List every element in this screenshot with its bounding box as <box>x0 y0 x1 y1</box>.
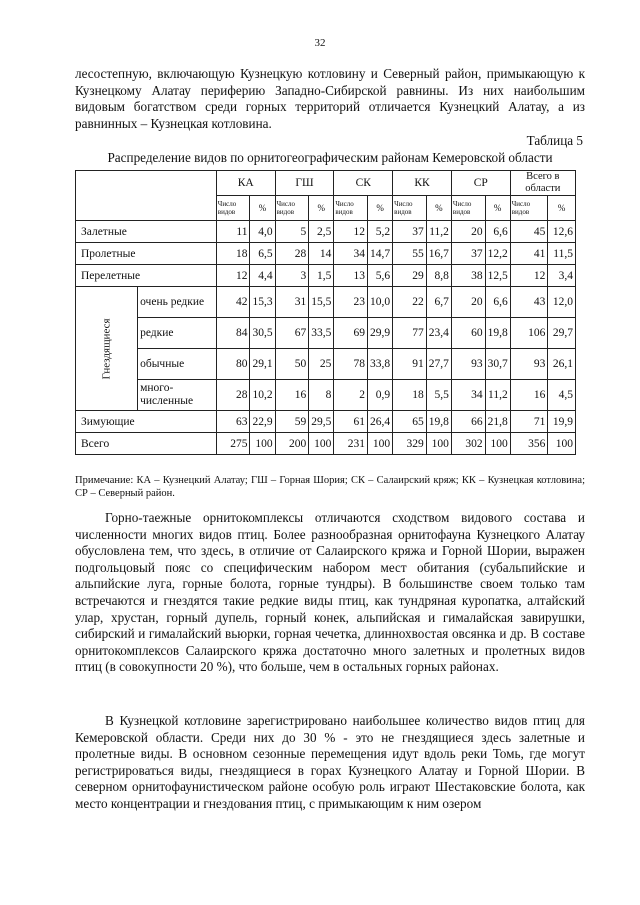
cell-count: 12 <box>334 221 368 243</box>
subheader-count: Число видов <box>334 196 368 221</box>
row-label: очень редкие <box>138 287 217 318</box>
cell-count: 84 <box>216 318 250 349</box>
paragraph-3: В Кузнецкой котловине зарегистрировано наибольшее количество видов птиц для Кемеровской области. Среди них до 30 % - это не гнездящиеся здесь залетные и пролетные виды. В основном сезонные перемещения идут вдоль реки Томь, где могут регистрироваться виды, гнездящиеся в горах Кузнецкого Алатау и Горной Шории. В северном орнитофаунистическом районе особую роль играют Шестаковские болота, как место концентрации и гнездования птиц, с примыкающим к ним озером <box>75 713 585 811</box>
header-kk: КК <box>393 171 452 196</box>
row-label: редкие <box>138 318 217 349</box>
subheader-count: Число видов <box>393 196 427 221</box>
cell-percent: 100 <box>250 433 275 455</box>
cell-percent: 5,6 <box>368 265 393 287</box>
cell-count: 231 <box>334 433 368 455</box>
cell-count: 18 <box>216 243 250 265</box>
cell-percent: 11,2 <box>426 221 451 243</box>
cell-percent: 19,8 <box>485 318 510 349</box>
cell-percent: 10,2 <box>250 380 275 411</box>
cell-percent: 6,6 <box>485 221 510 243</box>
cell-percent: 6,7 <box>426 287 451 318</box>
cell-percent: 21,8 <box>485 411 510 433</box>
cell-percent: 12,0 <box>548 287 576 318</box>
header-gsh: ГШ <box>275 171 334 196</box>
header-total: Всего в области <box>510 171 575 196</box>
table-row <box>76 221 576 243</box>
cell-count: 329 <box>393 433 427 455</box>
cell-percent: 23,4 <box>426 318 451 349</box>
cell-percent: 29,7 <box>548 318 576 349</box>
cell-percent: 33,8 <box>368 349 393 380</box>
table-row <box>76 380 576 411</box>
cell-percent: 0,9 <box>368 380 393 411</box>
cell-count: 302 <box>451 433 485 455</box>
cell-count: 275 <box>216 433 250 455</box>
cell-percent: 15,5 <box>309 287 334 318</box>
cell-count: 12 <box>510 265 548 287</box>
group-label-cell <box>76 287 138 411</box>
cell-count: 93 <box>451 349 485 380</box>
cell-percent: 100 <box>309 433 334 455</box>
subheader-percent: % <box>368 196 393 221</box>
header-ka: КА <box>216 171 275 196</box>
cell-count: 38 <box>451 265 485 287</box>
cell-percent: 14 <box>309 243 334 265</box>
cell-percent: 16,7 <box>426 243 451 265</box>
cell-count: 5 <box>275 221 309 243</box>
cell-count: 34 <box>451 380 485 411</box>
cell-count: 18 <box>393 380 427 411</box>
cell-count: 61 <box>334 411 368 433</box>
cell-percent: 29,9 <box>368 318 393 349</box>
intro-paragraph: лесостепную, включающую Кузнецкую котловину и Северный район, примыкающую к Кузнецкому Алатау периферию Западно-Сибирской равнины. Из них наибольшим видовым богатством среди горных территорий отличается Кузнецкий Алатау, а из равнинных – Кузнецкая котловина. <box>75 66 585 131</box>
cell-count: 59 <box>275 411 309 433</box>
row-label: Перелетные <box>76 265 217 287</box>
cell-count: 71 <box>510 411 548 433</box>
paragraph-2: Горно-таежные орнитокомплексы отличаются сходством видового состава и численности многих видов птиц. Более разнообразная орнитофауна Кузнецкого Алатау обусловлена тем, что здесь, в отличие от Салаирского кряжа и Горной Шории, выражен подгольцовый пояс со специфическим набором мест обитания (субальпийские и альпийские луга, горные болота, горные тундры). В большинстве своем только там встречаются и гнездятся такие редкие виды птиц, как тундряная куропатка, алтайский улар, хрустан, горный дупель, горный конек, альпийская и гималайская завирушки, сибирский и гималайский вьюрки, горная чечетка, длиннохвостая овсянка и др. В составе орнитокомплексов Салаирского кряжа достаточно много залетных и пролетных видов птиц (в совокупности 20 %), что больше, чем в остальных горных районах. <box>75 510 585 675</box>
cell-percent: 12,6 <box>548 221 576 243</box>
cell-percent: 100 <box>485 433 510 455</box>
subheader-percent: % <box>548 196 576 221</box>
cell-percent: 100 <box>548 433 576 455</box>
cell-count: 80 <box>216 349 250 380</box>
cell-percent: 30,7 <box>485 349 510 380</box>
cell-percent: 5,2 <box>368 221 393 243</box>
cell-count: 11 <box>216 221 250 243</box>
table-row <box>76 349 576 380</box>
cell-count: 77 <box>393 318 427 349</box>
cell-percent: 1,5 <box>309 265 334 287</box>
cell-count: 91 <box>393 349 427 380</box>
row-label: Зимующие <box>76 411 217 433</box>
subheader-count: Число видов <box>275 196 309 221</box>
cell-percent: 4,4 <box>250 265 275 287</box>
cell-count: 28 <box>275 243 309 265</box>
cell-count: 28 <box>216 380 250 411</box>
cell-count: 22 <box>393 287 427 318</box>
cell-count: 42 <box>216 287 250 318</box>
page-number: 32 <box>314 37 326 49</box>
corner-cell <box>76 171 217 221</box>
cell-percent: 30,5 <box>250 318 275 349</box>
row-label: Пролетные <box>76 243 217 265</box>
cell-count: 13 <box>334 265 368 287</box>
cell-percent: 29,5 <box>309 411 334 433</box>
cell-count: 16 <box>275 380 309 411</box>
species-distribution-table <box>75 170 576 455</box>
cell-count: 106 <box>510 318 548 349</box>
cell-percent: 100 <box>368 433 393 455</box>
cell-percent: 19,8 <box>426 411 451 433</box>
cell-percent: 10,0 <box>368 287 393 318</box>
subheader-count: Число видов <box>216 196 250 221</box>
cell-percent: 26,1 <box>548 349 576 380</box>
cell-count: 63 <box>216 411 250 433</box>
table-row <box>76 318 576 349</box>
cell-count: 66 <box>451 411 485 433</box>
cell-count: 34 <box>334 243 368 265</box>
table-row <box>76 433 576 455</box>
cell-count: 20 <box>451 287 485 318</box>
subheader-percent: % <box>426 196 451 221</box>
cell-percent: 25 <box>309 349 334 380</box>
cell-count: 41 <box>510 243 548 265</box>
cell-count: 55 <box>393 243 427 265</box>
cell-count: 37 <box>451 243 485 265</box>
table-caption-number: Таблица 5 <box>526 133 583 148</box>
cell-count: 50 <box>275 349 309 380</box>
cell-count: 78 <box>334 349 368 380</box>
cell-percent: 6,5 <box>250 243 275 265</box>
cell-count: 43 <box>510 287 548 318</box>
table-caption-title: Распределение видов по орнитогеографическим районам Кемеровской области <box>107 150 553 165</box>
table-row <box>76 287 576 318</box>
cell-count: 3 <box>275 265 309 287</box>
cell-count: 20 <box>451 221 485 243</box>
cell-percent: 4,5 <box>548 380 576 411</box>
cell-percent: 5,5 <box>426 380 451 411</box>
cell-percent: 12,2 <box>485 243 510 265</box>
cell-percent: 27,7 <box>426 349 451 380</box>
cell-count: 12 <box>216 265 250 287</box>
cell-count: 67 <box>275 318 309 349</box>
cell-count: 37 <box>393 221 427 243</box>
cell-count: 200 <box>275 433 309 455</box>
cell-count: 356 <box>510 433 548 455</box>
cell-count: 2 <box>334 380 368 411</box>
cell-percent: 29,1 <box>250 349 275 380</box>
cell-percent: 11,5 <box>548 243 576 265</box>
cell-percent: 100 <box>426 433 451 455</box>
cell-count: 69 <box>334 318 368 349</box>
cell-percent: 14,7 <box>368 243 393 265</box>
row-label: обычные <box>138 349 217 380</box>
cell-count: 23 <box>334 287 368 318</box>
cell-count: 93 <box>510 349 548 380</box>
cell-percent: 12,5 <box>485 265 510 287</box>
cell-percent: 19,9 <box>548 411 576 433</box>
header-sr: СР <box>451 171 510 196</box>
cell-percent: 26,4 <box>368 411 393 433</box>
cell-count: 31 <box>275 287 309 318</box>
cell-count: 45 <box>510 221 548 243</box>
cell-percent: 8 <box>309 380 334 411</box>
cell-percent: 15,3 <box>250 287 275 318</box>
subheader-percent: % <box>309 196 334 221</box>
table-header-row <box>76 171 576 196</box>
table-note: Примечание: КА – Кузнецкий Алатау; ГШ – Горная Шория; СК – Салаирский кряж; КК – Кузнецкая котловина; СР – Северный район. <box>75 475 585 499</box>
cell-percent: 3,4 <box>548 265 576 287</box>
row-label: Всего <box>76 433 217 455</box>
subheader-count: Число видов <box>510 196 548 221</box>
subheader-count: Число видов <box>451 196 485 221</box>
subheader-percent: % <box>250 196 275 221</box>
table-row <box>76 265 576 287</box>
row-label: много-численные <box>138 380 217 411</box>
cell-count: 65 <box>393 411 427 433</box>
cell-percent: 8,8 <box>426 265 451 287</box>
cell-percent: 22,9 <box>250 411 275 433</box>
cell-percent: 6,6 <box>485 287 510 318</box>
cell-count: 16 <box>510 380 548 411</box>
cell-count: 60 <box>451 318 485 349</box>
table-row <box>76 243 576 265</box>
subheader-percent: % <box>485 196 510 221</box>
cell-percent: 11,2 <box>485 380 510 411</box>
cell-percent: 33,5 <box>309 318 334 349</box>
row-label: Залетные <box>76 221 217 243</box>
table-row <box>76 411 576 433</box>
group-label: Гнездящиеся <box>100 317 113 380</box>
header-sk: СК <box>334 171 393 196</box>
cell-percent: 4,0 <box>250 221 275 243</box>
cell-percent: 2,5 <box>309 221 334 243</box>
cell-count: 29 <box>393 265 427 287</box>
